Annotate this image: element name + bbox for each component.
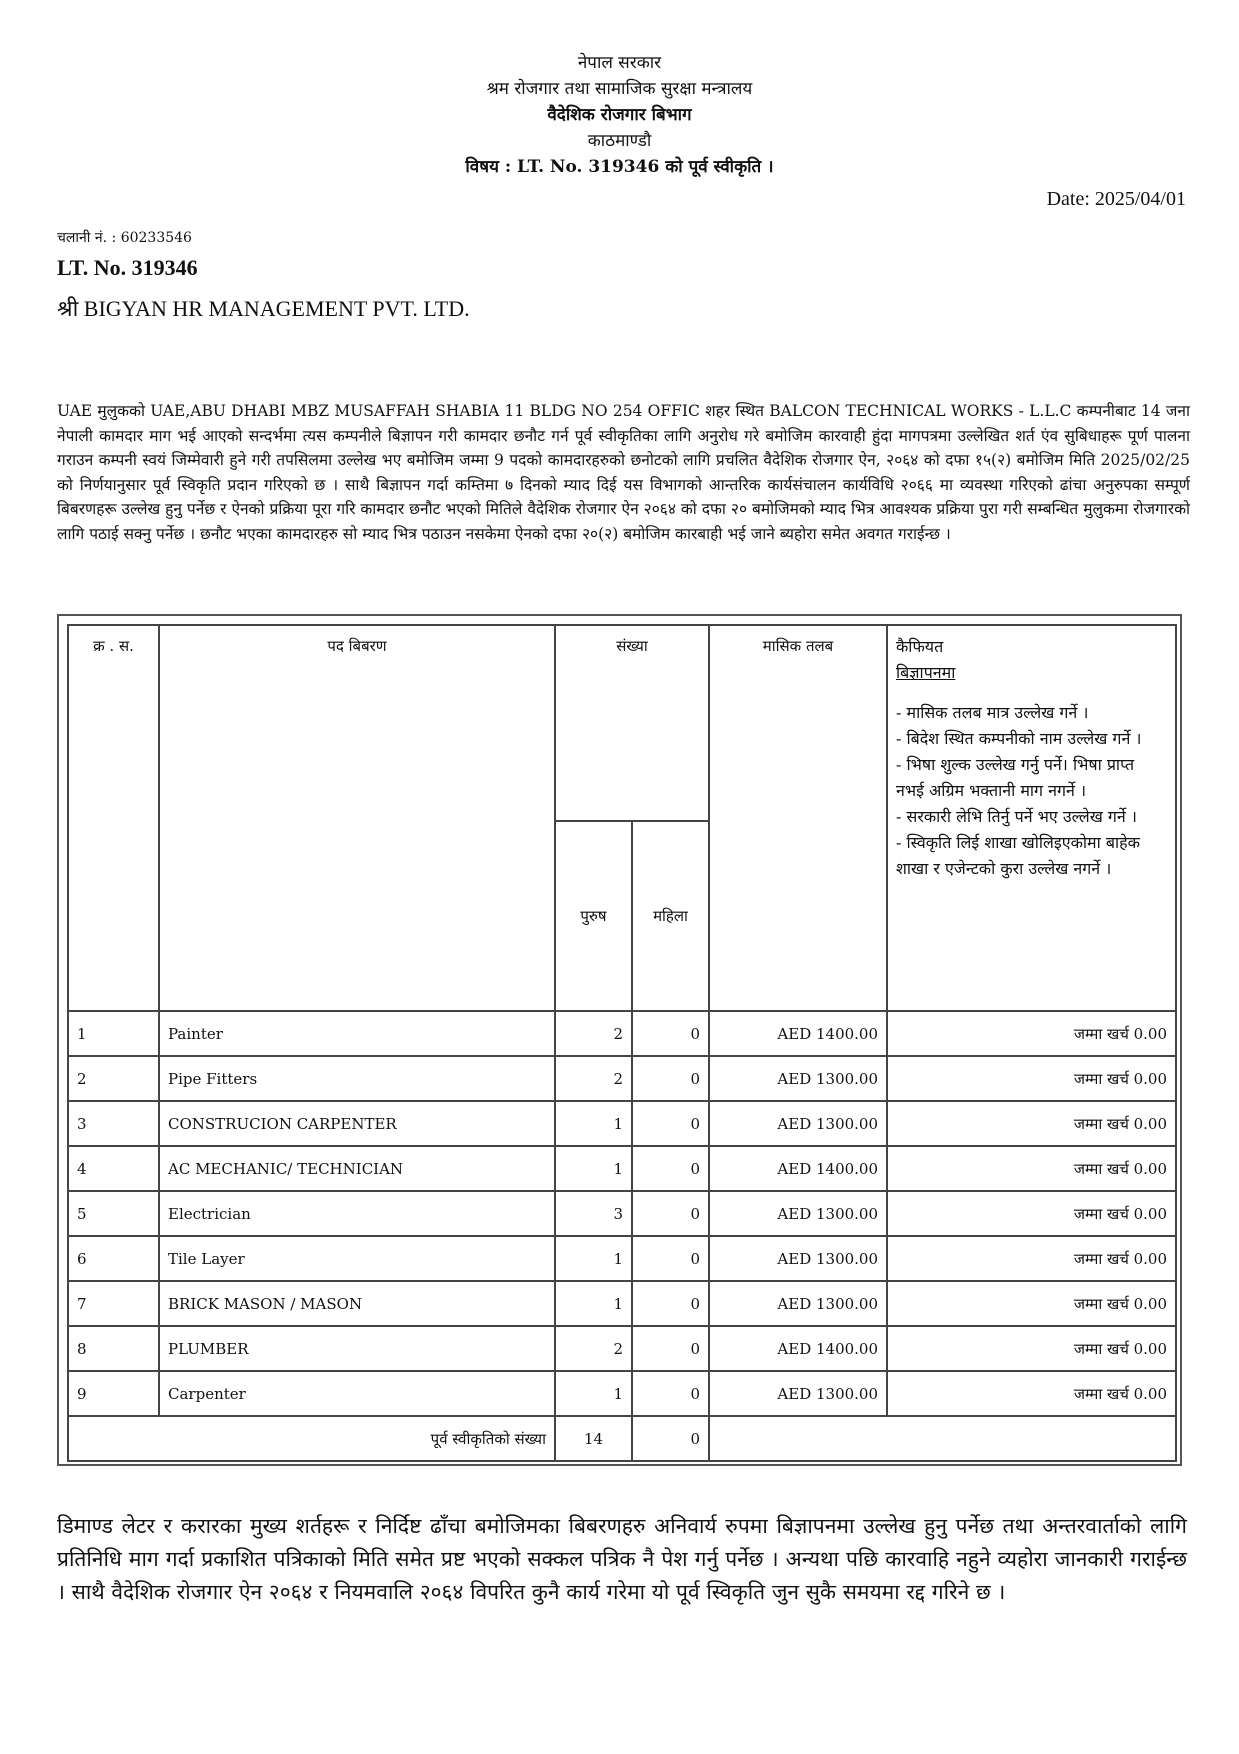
remarks-line: - सरकारी लेभि तिर्नु पर्ने भए उल्लेख गर्ने । xyxy=(896,807,1137,826)
cell-position: AC MECHANIC/ TECHNICIAN xyxy=(159,1146,555,1191)
cell-cost: जम्मा खर्च 0.00 xyxy=(887,1236,1176,1281)
cell-sn: 5 xyxy=(68,1191,159,1236)
header-ministry: श्रम रोजगार तथा सामाजिक सुरक्षा मन्त्रालय xyxy=(486,79,753,99)
cell-female: 0 xyxy=(632,1326,709,1371)
cell-cost: जम्मा खर्च 0.00 xyxy=(887,1371,1176,1416)
table-row xyxy=(68,1371,1176,1416)
cell-male: 2 xyxy=(555,1326,632,1371)
approval-table xyxy=(67,624,1177,1462)
cell-position: Tile Layer xyxy=(159,1236,555,1281)
letter-date: Date: 2025/04/01 xyxy=(1046,188,1186,210)
table-row xyxy=(68,1326,1176,1371)
header-count: संख्या xyxy=(555,625,709,821)
letterhead xyxy=(0,50,1239,180)
table-row xyxy=(68,1011,1176,1056)
cell-position: PLUMBER xyxy=(159,1326,555,1371)
cell-female: 0 xyxy=(632,1281,709,1326)
body-paragraph: UAE मुलुकको UAE,ABU DHABI MBZ MUSAFFAH SHABIA 11 BLDG NO 254 OFFIC शहर स्थित BALCON TECHNICAL WORKS - L.L.C कम्पनीबाट 14 जना नेपाली कामदार माग भई आएको सन्दर्भमा त्यस कम्पनीले बिज्ञापन गरी कामदार छनौट गर्न पूर्व स्वीकृतिका लागि अनुरोध गरे बमोजिम कारवाही हुंदा मागपत्रमा उल्लेखित शर्त एंव सुबिधाहरू पूर्ण पालना गराउन कम्पनी स्वयं जिम्मेवारी हुने गरी तपसिलमा उल्लेख भए बमोजिम जम्मा 9 पदको कामदारहरुको छनोटको लागि प्रचलित वैदेशिक रोजगार ऐन, २०६४ को दफा १५(२) बमोजिम मिति 2025/02/25 को निर्णयानुसार पूर्व स्विकृति प्रदान गरिएको छ । साथै बिज्ञापन गर्दा कम्तिमा ७ दिनको म्याद दिई यस विभागको आन्तरिक कार्यसंचालन कार्यविधि २०६६ मा व्यवस्था गरिएको ढांचा अनुरुपका सम्पूर्ण बिबरणहरू उल्लेख हुनु पर्नेछ र ऐनको प्रक्रिया पूरा गरि कामदार छनौट भएको मितिले वैदेशिक रोजगार ऐन २०६४ को दफा २० बमोजिमको म्याद भित्र आवश्यक प्रक्रिया पुरा गरी सम्बन्धित मुलुकमा रोजगारको लागि पठाई सक्नु पर्नेछ । छनौट भएका कामदारहरु सो म्याद भित्र पठाउन नसकेमा ऐनको दफा २०(२) बमोजिम कारबाही भई जाने ब्यहोरा समेत अवगत गराईन्छ । xyxy=(57,402,1190,543)
cell-salary: AED 1300.00 xyxy=(709,1056,887,1101)
total-male: 14 xyxy=(555,1416,632,1461)
header-female: महिला xyxy=(632,821,709,1011)
cell-sn: 2 xyxy=(68,1056,159,1101)
cell-salary: AED 1300.00 xyxy=(709,1236,887,1281)
cell-position: Painter xyxy=(159,1011,555,1056)
cell-sn: 9 xyxy=(68,1371,159,1416)
cell-sn: 1 xyxy=(68,1011,159,1056)
remarks-line: - स्विकृति लिई शाखा खोलिइएकोमा बाहेक शाखा र एजेन्टको कुरा उल्लेख नगर्ने । xyxy=(896,833,1140,878)
total-label: पूर्व स्वीकृतिको संख्या xyxy=(68,1416,555,1461)
table-row xyxy=(68,1146,1176,1191)
cell-position: Electrician xyxy=(159,1191,555,1236)
cell-male: 1 xyxy=(555,1101,632,1146)
header-sn: क्र . स. xyxy=(68,625,159,1011)
cell-salary: AED 1300.00 xyxy=(709,1371,887,1416)
table-row xyxy=(68,1281,1176,1326)
footer-paragraph: डिमाण्ड लेटर र करारका मुख्य शर्तहरू र निर्दिष्ट ढाँचा बमोजिमका बिबरणहरु अनिवार्य रुपमा बिज्ञापनमा उल्लेख हुनु पर्नेछ तथा अन्तरवार्ताको लागि प्रतिनिधि माग गर्दा प्रकाशित पत्रिकाको मिति समेत प्रष्ट भएको सक्कल पत्रिक नै पेश गर्नु पर्नेछ । अन्यथा पछि कारवाहि नहुने व्यहोरा जानकारी गराईन्छ । साथै वैदेशिक रोजगार ऐन २०६४ र नियमवालि २०६४ विपरित कुनै कार्य गरेमा यो पूर्व स्विकृति जुन सुकै समयमा रद्द गरिने छ । xyxy=(57,1514,1187,1604)
cell-cost: जम्मा खर्च 0.00 xyxy=(887,1056,1176,1101)
remarks-line: - भिषा शुल्क उल्लेख गर्नु पर्ने। भिषा प्राप्त नभई अग्रिम भक्तानी माग नगर्ने । xyxy=(896,755,1135,800)
cell-male: 2 xyxy=(555,1011,632,1056)
header-subject: विषय : LT. No. 319346 को पूर्व स्वीकृति । xyxy=(465,157,774,177)
cell-female: 0 xyxy=(632,1101,709,1146)
table-row xyxy=(68,1191,1176,1236)
cell-salary: AED 1300.00 xyxy=(709,1281,887,1326)
header-male: पुरुष xyxy=(555,821,632,1011)
remarks-line: - मासिक तलब मात्र उल्लेख गर्ने । xyxy=(896,703,1089,722)
cell-sn: 6 xyxy=(68,1236,159,1281)
cell-male: 1 xyxy=(555,1146,632,1191)
cell-male: 3 xyxy=(555,1191,632,1236)
cell-sn: 7 xyxy=(68,1281,159,1326)
header-salary: मासिक तलब xyxy=(709,625,887,1011)
cell-female: 0 xyxy=(632,1146,709,1191)
recipient: श्री BIGYAN HR MANAGEMENT PVT. LTD. xyxy=(57,296,470,321)
table-total-row xyxy=(68,1416,1176,1461)
cell-cost: जम्मा खर्च 0.00 xyxy=(887,1326,1176,1371)
cell-male: 1 xyxy=(555,1281,632,1326)
remarks-line: - बिदेश स्थित कम्पनीको नाम उल्लेख गर्ने । xyxy=(896,729,1142,748)
cell-cost: जम्मा खर्च 0.00 xyxy=(887,1281,1176,1326)
header-department: वैदेशिक रोजगार बिभाग xyxy=(547,105,692,125)
cell-female: 0 xyxy=(632,1011,709,1056)
cell-salary: AED 1300.00 xyxy=(709,1191,887,1236)
cell-position: BRICK MASON / MASON xyxy=(159,1281,555,1326)
table-row xyxy=(68,1101,1176,1146)
cell-sn: 4 xyxy=(68,1146,159,1191)
cell-male: 1 xyxy=(555,1236,632,1281)
cell-male: 2 xyxy=(555,1056,632,1101)
header-position: पद बिबरण xyxy=(159,625,555,1011)
remarks-title: कैफियत xyxy=(896,637,944,656)
cell-salary: AED 1400.00 xyxy=(709,1326,887,1371)
cell-male: 1 xyxy=(555,1371,632,1416)
cell-female: 0 xyxy=(632,1056,709,1101)
cell-female: 0 xyxy=(632,1191,709,1236)
cell-salary: AED 1300.00 xyxy=(709,1101,887,1146)
cell-salary: AED 1400.00 xyxy=(709,1011,887,1056)
cell-cost: जम्मा खर्च 0.00 xyxy=(887,1011,1176,1056)
cell-female: 0 xyxy=(632,1236,709,1281)
cell-female: 0 xyxy=(632,1371,709,1416)
header-government: नेपाल सरकार xyxy=(577,53,662,73)
cell-position: CONSTRUCION CARPENTER xyxy=(159,1101,555,1146)
header-city: काठमाण्डौ xyxy=(587,131,652,151)
cell-sn: 3 xyxy=(68,1101,159,1146)
table-row xyxy=(68,1056,1176,1101)
total-empty-cell xyxy=(709,1416,1176,1461)
dispatch-number: चलानी नं. : 60233546 xyxy=(57,230,192,246)
lt-number: LT. No. 319346 xyxy=(57,255,198,280)
cell-position: Carpenter xyxy=(159,1371,555,1416)
table-row xyxy=(68,1236,1176,1281)
cell-sn: 8 xyxy=(68,1326,159,1371)
cell-cost: जम्मा खर्च 0.00 xyxy=(887,1146,1176,1191)
remarks-heading: बिज्ञापनमा xyxy=(896,663,956,682)
total-female: 0 xyxy=(632,1416,709,1461)
table-header-row xyxy=(68,625,1176,821)
cell-position: Pipe Fitters xyxy=(159,1056,555,1101)
remarks-cell xyxy=(887,625,1176,1011)
cell-cost: जम्मा खर्च 0.00 xyxy=(887,1101,1176,1146)
cell-cost: जम्मा खर्च 0.00 xyxy=(887,1191,1176,1236)
cell-salary: AED 1400.00 xyxy=(709,1146,887,1191)
